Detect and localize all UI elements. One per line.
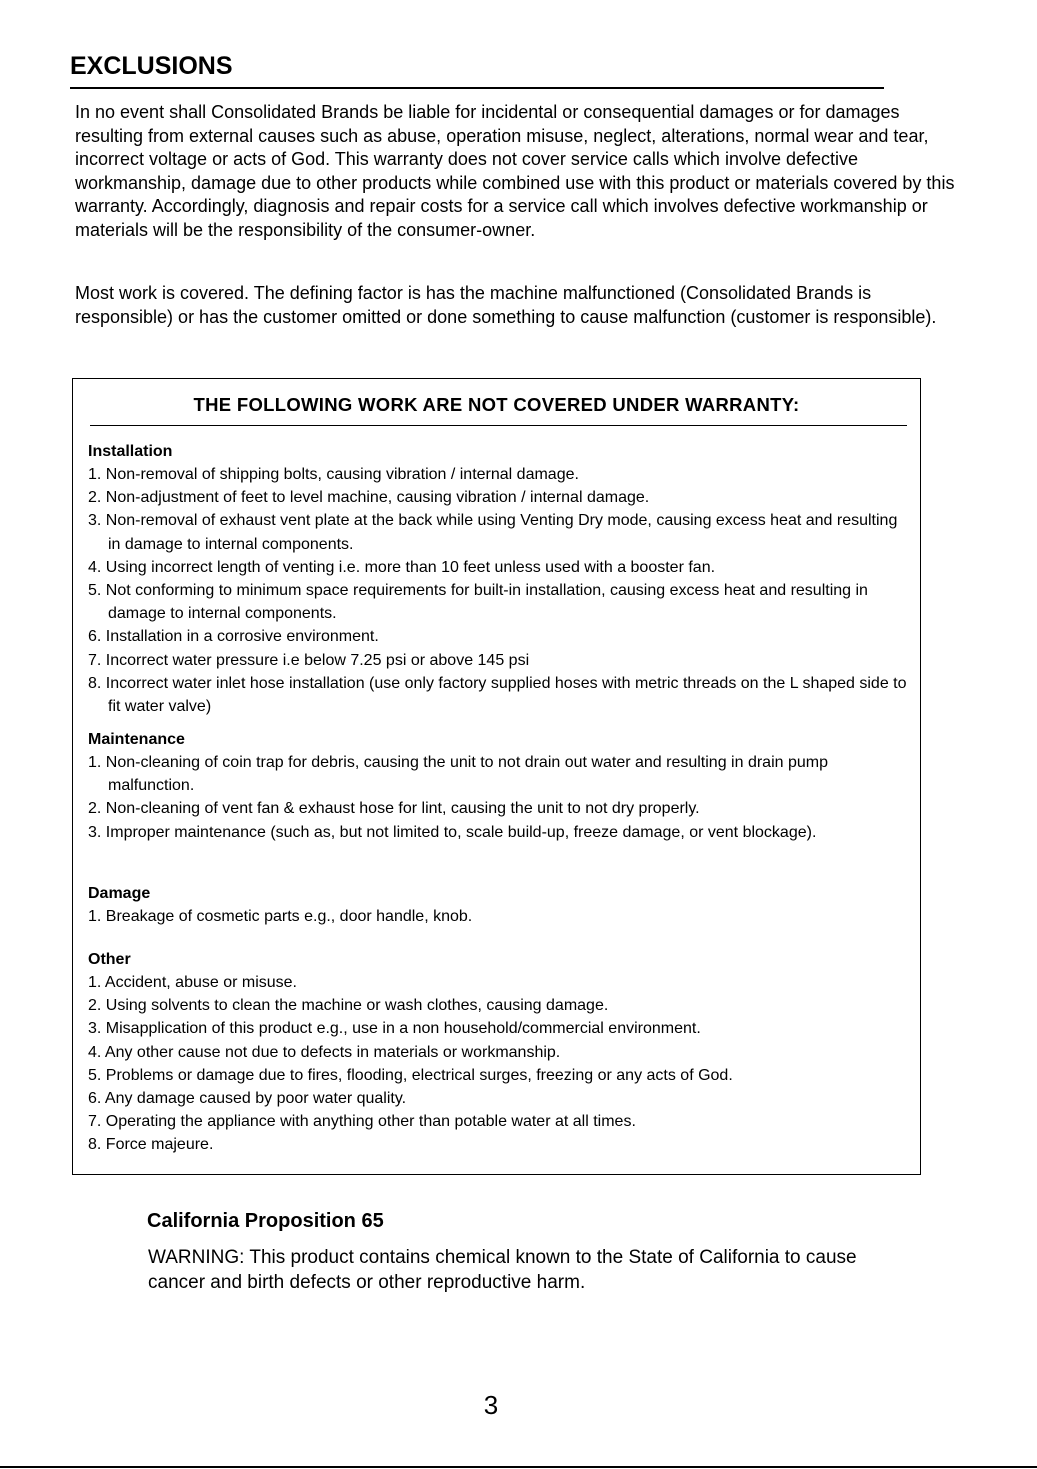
list-item: 1. Accident, abuse or misuse. [88, 974, 297, 991]
section-title: Other [88, 951, 131, 968]
list-item: 8. Incorrect water inlet hose installation (use only factory supplied hoses with metric threads on the L shaped side to fit water valve) [88, 674, 907, 716]
list-item: 3. Misapplication of this product e.g., use in a non household/commercial environment. [88, 1020, 701, 1038]
list-item: 4. Any other cause not due to defects in materials or workmanship. [88, 1043, 561, 1061]
list-item: 2. Non-cleaning of vent fan & exhaust hose for lint, causing the unit to not dry properly. [88, 800, 700, 818]
not-covered-box [72, 378, 921, 1175]
list-item: 7. Operating the appliance with anything other than potable water at all times. [88, 1113, 636, 1131]
exclusions-heading: EXCLUSIONS [70, 52, 233, 80]
list-item: 6. Any damage caused by poor water quality. [88, 1090, 407, 1108]
list-item: 8. Force majeure. [88, 1136, 214, 1154]
list-item: 4. Using incorrect length of venting i.e. more than 10 feet unless used with a booster fan. [88, 558, 716, 576]
list-item: 1. Breakage of cosmetic parts e.g., door handle, knob. [88, 908, 473, 925]
exclusions-paragraph-coverage: Most work is covered. The defining factor is has the machine malfunctioned (Consolidated Brands is responsible) or has the customer omitted or done something to cause malfunction (customer is responsible). [75, 283, 937, 327]
section-title: Damage [88, 885, 151, 902]
not-covered-title: THE FOLLOWING WORK ARE NOT COVERED UNDER WARRANTY: [193, 394, 800, 415]
section-damage [88, 882, 908, 928]
list-item: 6. Installation in a corrosive environment. [88, 628, 379, 646]
section-title: Maintenance [88, 731, 185, 748]
list-item: 3. Non-removal of exhaust vent plate at the back while using Venting Dry mode, causing excess heat and resulting in damage to internal components. [88, 512, 898, 553]
list-item: 7. Incorrect water pressure i.e below 7.25 psi or above 145 psi [88, 651, 530, 669]
section-other [88, 948, 908, 1157]
list-item: 1. Non-cleaning of coin trap for debris, causing the unit to not drain out water and resulting in drain pump malfunction. [88, 754, 828, 795]
prop65-title: California Proposition 65 [147, 1210, 384, 1232]
box-title-divider [90, 425, 907, 426]
list-item: 2. Non-adjustment of feet to level machine, causing vibration / internal damage. [88, 489, 650, 507]
page-number: 3 [483, 1390, 499, 1420]
list-item: 2. Using solvents to clean the machine or wash clothes, causing damage. [88, 997, 609, 1015]
heading-divider [70, 87, 884, 89]
list-item: 1. Non-removal of shipping bolts, causing vibration / internal damage. [88, 466, 579, 483]
list-item: 5. Problems or damage due to fires, flooding, electrical surges, freezing or any acts of God. [88, 1066, 733, 1084]
section-installation [88, 440, 908, 718]
section-maintenance [88, 728, 908, 844]
list-item: 5. Not conforming to minimum space requirements for built-in installation, causing excess heat and resulting in damage to internal components. [88, 582, 868, 623]
exclusions-paragraph-liability: In no event shall Consolidated Brands be liable for incidental or consequential damages or for damages resulting from external causes such as abuse, operation misuse, neglect, alterations, normal wear and tear, incorrect voltage or acts of God. This warranty does not cover service calls which involve defective workmanship, damage due to other products while combined use with this product or materials covered by this warranty. Accordingly, diagnosis and repair costs for a service call which involves defective workmanship or materials will be the responsibility of the consumer-owner. [75, 102, 955, 240]
page-bottom-divider [0, 1466, 1037, 1468]
prop65-warning: WARNING: This product contains chemical known to the State of California to cause cancer and birth defects or other reproductive harm. [148, 1247, 857, 1293]
section-title: Installation [88, 443, 173, 460]
list-item: 3. Improper maintenance (such as, but not limited to, scale build-up, freeze damage, or vent blockage). [88, 823, 817, 841]
